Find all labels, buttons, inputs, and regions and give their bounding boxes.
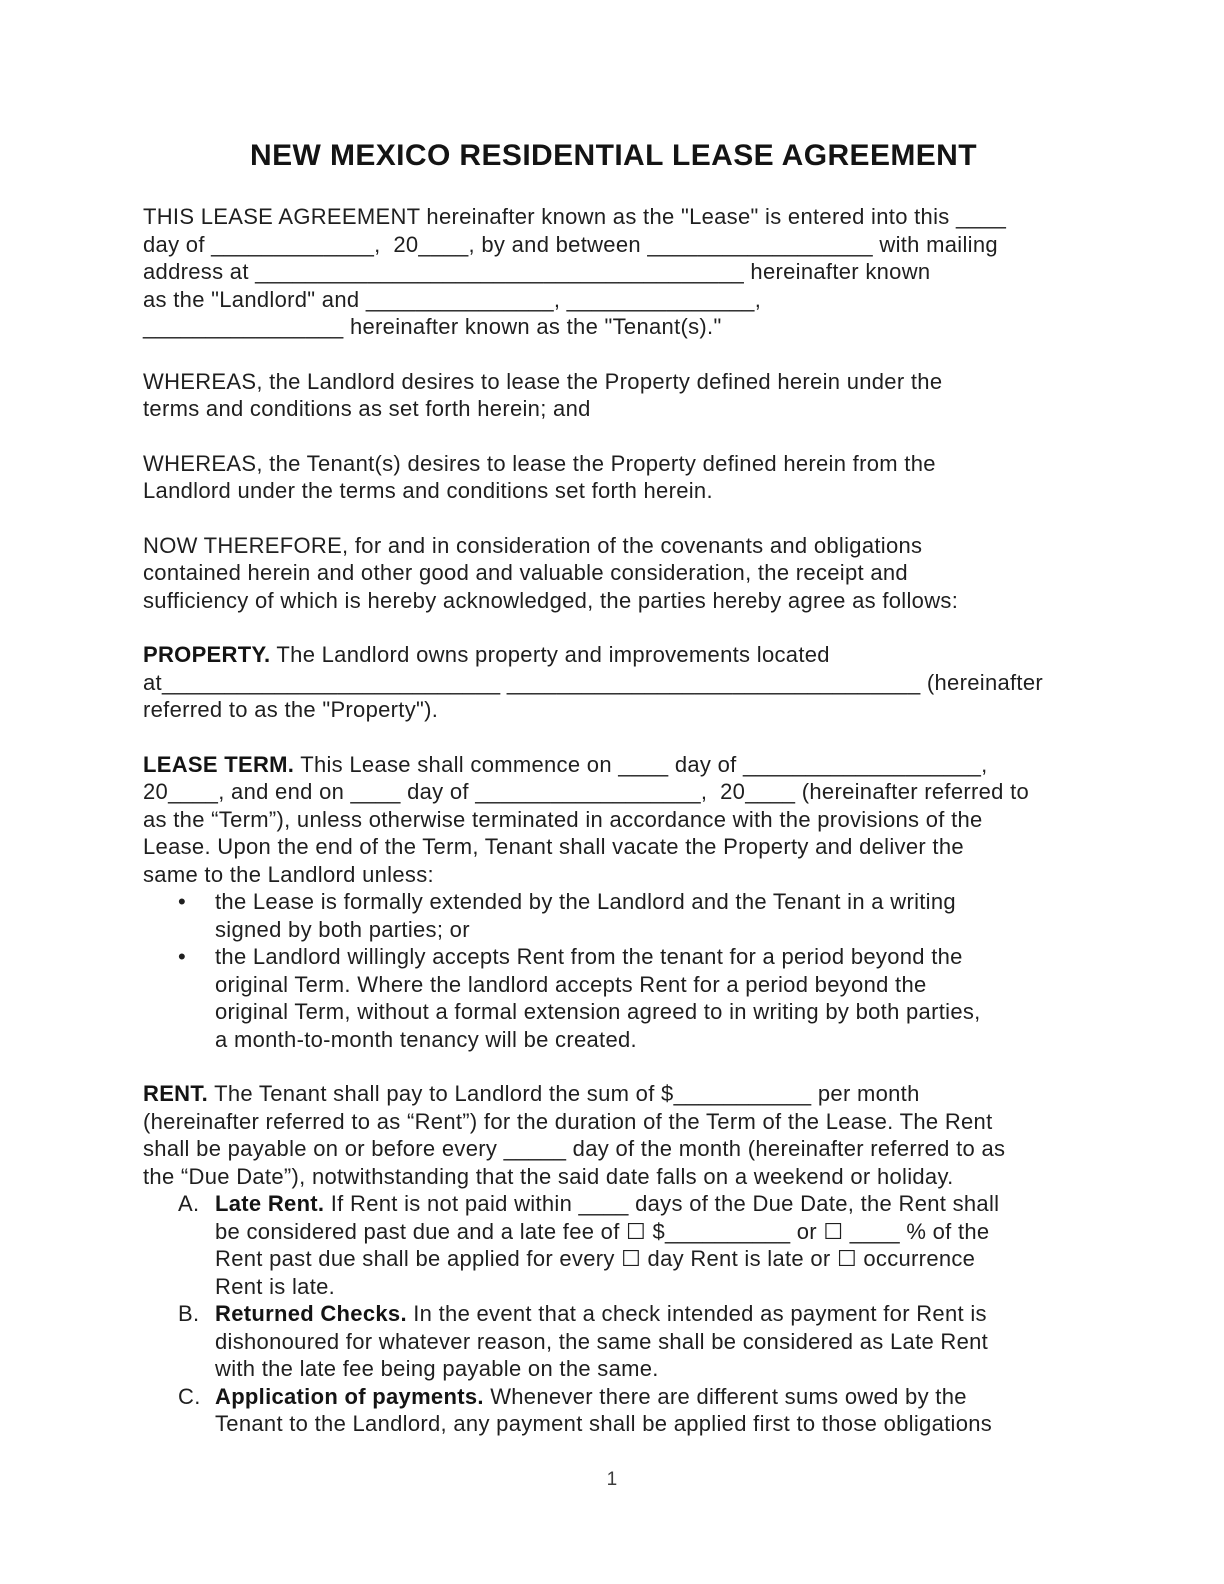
- lease-term-bullet-list: [143, 888, 1084, 1053]
- rent-item-list: [143, 1190, 1084, 1438]
- lease-term-label: LEASE TERM.: [143, 751, 295, 777]
- lease-term-section: [143, 751, 1084, 889]
- item-body: If Rent is not paid within ____ days of the Due Date, the Rent shall be considered past due and a late fee of ☐ $__________ or ☐ ____ % of the Rent past due shall be applied for every ☐ day Rent is late or ☐ occurrence Rent is late.: [215, 1191, 1000, 1299]
- bullet-text: the Landlord willingly accepts Rent from the tenant for a period beyond the original Term. Where the landlord accepts Rent for a period beyond the original Term, without a formal extension agreed to in writing by both parties, a month-to-month tenancy will be created.: [215, 944, 981, 1052]
- whereas-landlord-text: WHEREAS, the Landlord desires to lease the Property defined herein under the terms and conditions as set forth herein; and: [143, 368, 943, 421]
- intro-paragraph: [143, 203, 1084, 341]
- bullet-item-lease-extended: [143, 888, 1084, 943]
- item-marker: C.: [178, 1383, 201, 1409]
- item-label: Late Rent.: [215, 1191, 325, 1216]
- item-marker: B.: [178, 1301, 200, 1326]
- list-item-returned-checks: [143, 1300, 1084, 1383]
- list-item-application-of-payments: [143, 1383, 1084, 1438]
- bullet-marker: •: [178, 889, 187, 914]
- item-body: Whenever there are different sums owed by the Tenant to the Landlord, any payment shall be applied first to those obligations: [215, 1383, 993, 1436]
- property-text: The Landlord owns property and improvements located at___________________________ _________________________________ (hereinafter referred to as the "Property").: [143, 642, 1043, 722]
- rent-text: The Tenant shall pay to Landlord the sum of $___________ per month (hereinafter referred to as “Rent”) for the duration of the Term of the Lease. The Rent shall be payable on or before every _____ day of the month (hereinafter referred to as the “Due Date”), notwithstanding that the said date falls on a weekend or holiday.: [143, 1081, 1006, 1189]
- bullet-marker: •: [178, 944, 187, 969]
- item-text: [215, 1190, 1084, 1300]
- now-therefore-paragraph: [143, 532, 1084, 615]
- item-label: Returned Checks.: [215, 1301, 407, 1326]
- whereas-tenant-paragraph: [143, 450, 1084, 505]
- property-section: [143, 641, 1084, 724]
- bullet-item-landlord-accepts-rent: [143, 943, 1084, 1053]
- property-label: PROPERTY.: [143, 642, 271, 667]
- list-item-late-rent: [143, 1190, 1084, 1300]
- item-marker: A.: [178, 1191, 200, 1216]
- document-content: [143, 140, 1084, 1438]
- whereas-tenant-text: WHEREAS, the Tenant(s) desires to lease the Property defined herein from the Landlord under the terms and conditions set forth herein.: [143, 450, 936, 503]
- rent-section: [143, 1080, 1084, 1190]
- item-text: [215, 1300, 1084, 1383]
- item-text: [215, 1383, 1084, 1438]
- lease-term-text: This Lease shall commence on ____ day of ___________________, 20____, and end on ____ day of __________________, 20____ (hereinafter referred to as the “Term”), unless otherwise terminated in accordance with the provisions of the Lease. Upon the end of the Term, Tenant shall vacate the Property and deliver the same to the Landlord unless:: [143, 751, 1030, 887]
- whereas-landlord-paragraph: [143, 368, 1084, 423]
- bullet-text: the Lease is formally extended by the Landlord and the Tenant in a writing signed by both parties; or: [215, 889, 956, 942]
- rent-label: RENT.: [143, 1081, 209, 1106]
- page-number: 1: [606, 1469, 618, 1490]
- item-body: In the event that a check intended as payment for Rent is dishonoured for whatever reason, the same shall be considered as Late Rent with the late fee being payable on the same.: [215, 1301, 989, 1381]
- item-label: Application of payments.: [215, 1383, 484, 1409]
- document-title: NEW MEXICO RESIDENTIAL LEASE AGREEMENT: [250, 139, 977, 172]
- intro-text: THIS LEASE AGREEMENT hereinafter known as the "Lease" is entered into this ____ day of _____________, 20____, by and between __________________ with mailing address at _______________________________________ hereinafter known as the "Landlord" and _______________, _______________, ________________ hereinafter known as the "Tenant(s).": [143, 204, 1007, 339]
- now-therefore-text: NOW THEREFORE, for and in consideration of the covenants and obligations contained herein and other good and valuable consideration, the receipt and sufficiency of which is hereby acknowledged, the parties hereby agree as follows:: [143, 532, 959, 613]
